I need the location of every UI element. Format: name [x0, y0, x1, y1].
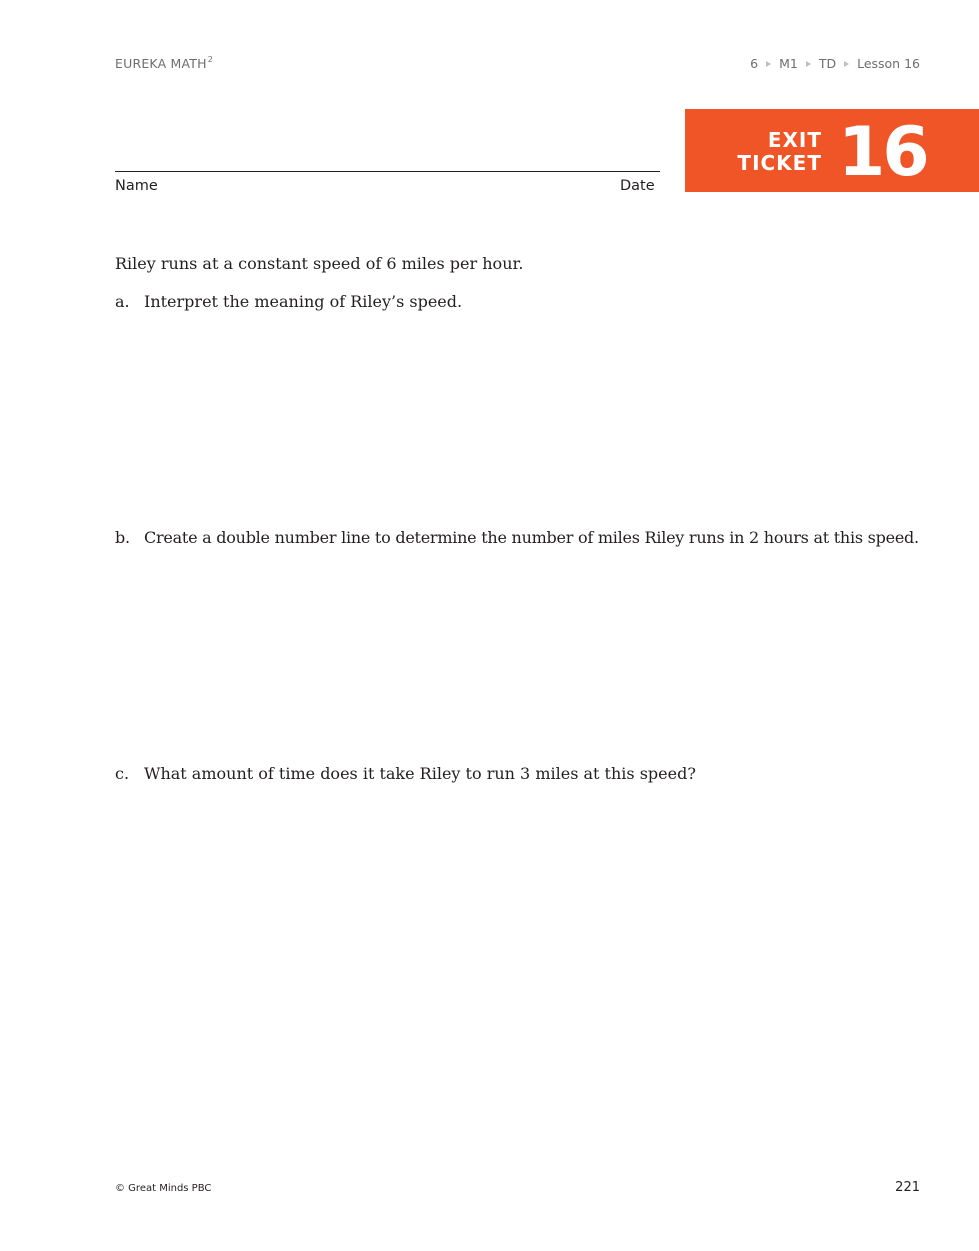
question-letter: b.	[115, 528, 130, 547]
name-date-line	[115, 171, 660, 172]
breadcrumb-module: M1	[779, 56, 798, 71]
breadcrumb-grade: 6	[750, 56, 759, 71]
question-c	[115, 764, 696, 783]
badge-lesson-number: 16	[838, 113, 927, 192]
breadcrumb	[750, 56, 920, 71]
question-letter: c.	[115, 764, 130, 783]
badge-exit-text: EXIT	[767, 128, 822, 152]
breadcrumb-arrow-icon	[844, 61, 849, 67]
brand-superscript: 2	[207, 55, 214, 64]
question-letter: a.	[115, 292, 130, 311]
problem-intro: Riley runs at a constant speed of 6 miles per hour.	[115, 254, 524, 273]
copyright: © Great Minds PBC	[115, 1183, 212, 1194]
badge-ticket-text: TICKET	[737, 151, 822, 175]
breadcrumb-lesson: Lesson 16	[857, 56, 920, 71]
exit-ticket-badge	[685, 109, 979, 192]
breadcrumb-arrow-icon	[806, 61, 811, 67]
brand-logo	[115, 56, 213, 71]
question-text: Interpret the meaning of Riley’s speed.	[144, 292, 463, 311]
brand-name: EUREKA MATH	[115, 56, 207, 72]
question-text: Create a double number line to determine the number of miles Riley runs in 2 hours at this speed.	[144, 528, 919, 547]
page-number: 221	[895, 1180, 920, 1195]
breadcrumb-topic: TD	[818, 56, 837, 71]
question-a	[115, 292, 462, 311]
question-text: What amount of time does it take Riley to run 3 miles at this speed?	[144, 764, 696, 783]
name-label: Name	[115, 178, 158, 194]
date-label: Date	[620, 178, 655, 194]
question-b	[115, 528, 919, 547]
breadcrumb-arrow-icon	[766, 61, 771, 67]
